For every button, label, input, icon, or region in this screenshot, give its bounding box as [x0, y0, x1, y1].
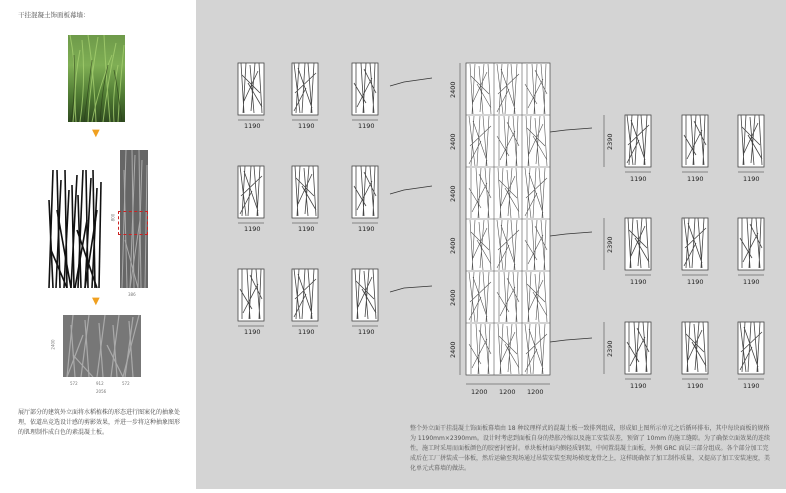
down-arrow-icon: ▼ [92, 296, 100, 307]
bottom-dim-vertical: 2400 [50, 339, 56, 350]
bottom-dim-2: 912 [96, 381, 104, 386]
panel-dim-bottom: 386 [128, 292, 136, 297]
dim-right-r2c1: 1190 [630, 278, 647, 286]
dim-left-r1c2: 1190 [298, 122, 315, 130]
facade-height-5: 2400 [449, 289, 457, 306]
dim-left-r2c3: 1190 [358, 225, 375, 233]
bottom-dim-3: 572 [122, 381, 130, 386]
facade-height-3: 2400 [449, 185, 457, 202]
result-height-1: 2390 [606, 133, 614, 150]
dim-left-r2c2: 1190 [298, 225, 315, 233]
bottom-dim-1: 572 [70, 381, 78, 386]
result-height-3: 2390 [606, 340, 614, 357]
dim-left-r2c1: 1190 [244, 225, 261, 233]
facade-height-6: 2400 [449, 341, 457, 358]
down-arrow-icon: ▼ [92, 128, 100, 139]
section-title: 干挂混凝土饰面板幕墙： [18, 11, 90, 19]
dim-left-r3c1: 1190 [244, 328, 261, 336]
panel-dim-vertical: 800 [110, 213, 116, 222]
dim-right-r2c3: 1190 [743, 278, 760, 286]
dim-left-r1c3: 1190 [358, 122, 375, 130]
dim-left-r1c1: 1190 [244, 122, 261, 130]
dim-right-r1c3: 1190 [743, 175, 760, 183]
left-column [0, 0, 196, 489]
result-height-2: 2390 [606, 236, 614, 253]
dim-right-r2c2: 1190 [687, 278, 704, 286]
facade-width-1: 1200 [471, 388, 488, 396]
dim-right-r1c2: 1190 [687, 175, 704, 183]
detail-highlight-box [118, 211, 148, 235]
facade-assembly-diagram [196, 0, 786, 489]
dim-left-r3c2: 1190 [298, 328, 315, 336]
rice-plant-photo [68, 35, 125, 122]
right-column [196, 0, 786, 489]
left-description: 展厅部分的建筑外立面将水稻植株的形态进行图案化的抽象处理，依道出竞选设计感的剪影效果，并进一步将这种抽象图形的肌理制作成白色的素混凝土板。 [18, 409, 181, 436]
right-description: 整个外立面干挂混凝土饰面板幕墙由 18 种纹理样式的混凝土板一致排列组成，形成如上图所示单元之后循环排布，其中每块面板的规格为 1190mm×2390mm。设计时考虑到面板自身的热胀冷缩以及施工安装误差，预留了 10mm 的施工缝隙。为了确保立面效果的连续性，施工时采用而面板颜色的胶密封密封。单块板材面内侧轻质钢架，中间置混凝土面板，外侧 GRC 面层三部分组成。各个部分加工完成后在工厂拼装成一体板，然后运输至现场通过吊装安装至现场梯度龙骨之上，这样既确保了加工制作质量，又提高了加工安装速度，美化单元式幕墙的做法。 [410, 425, 771, 472]
facade-height-2: 2400 [449, 133, 457, 150]
abstract-pattern-bw [47, 170, 102, 288]
dim-right-r1c1: 1190 [630, 175, 647, 183]
dim-right-r3c2: 1190 [687, 382, 704, 390]
bottom-dim-total: 2056 [96, 389, 107, 394]
facade-width-3: 1200 [527, 388, 544, 396]
facade-height-4: 2400 [449, 237, 457, 254]
dim-left-r3c3: 1190 [358, 328, 375, 336]
dim-right-r3c1: 1190 [630, 382, 647, 390]
dim-right-r3c3: 1190 [743, 382, 760, 390]
concrete-panel-detail [63, 315, 141, 377]
facade-height-1: 2400 [449, 81, 457, 98]
facade-width-2: 1200 [499, 388, 516, 396]
